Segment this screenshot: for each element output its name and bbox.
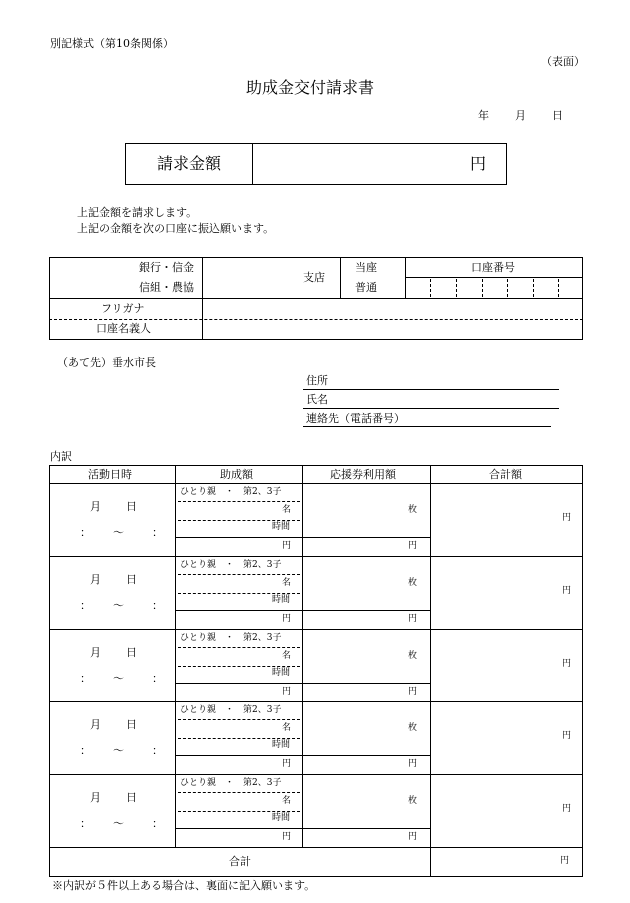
hours-unit: 時間 — [272, 740, 291, 750]
time-end-colon: ： — [152, 672, 163, 685]
time-range-tilde: ～ — [113, 744, 124, 757]
ticket-yen-unit: 円 — [408, 541, 418, 551]
time-end-colon: ： — [152, 526, 163, 539]
person-unit: 名 — [282, 796, 292, 806]
date-day: 日 — [126, 791, 137, 804]
row-total-unit: 円 — [562, 659, 572, 669]
address-label: 住所 — [306, 374, 328, 387]
name-line — [303, 408, 559, 409]
subsidy-yen-unit: 円 — [282, 759, 292, 769]
name-label: 氏名 — [306, 393, 328, 406]
hours-unit: 時間 — [272, 595, 291, 605]
time-start-colon: ： — [80, 599, 91, 612]
person-unit: 名 — [282, 578, 292, 588]
side-label: （表面） — [541, 55, 585, 68]
date-month: 月 — [90, 791, 101, 804]
addressee: （あて先）垂水市長 — [57, 356, 156, 369]
form-reference: 別記様式（第10条関係） — [50, 37, 174, 50]
bank-type-1: 銀行・信金 — [139, 261, 194, 274]
category-options: ひとり親 ・ 第2、3子 — [180, 705, 282, 715]
ticket-count-unit: 枚 — [408, 651, 418, 661]
time-range-tilde: ～ — [113, 817, 124, 830]
date-day: 日 — [126, 500, 137, 513]
branch-label: 支店 — [303, 271, 325, 284]
row-total-unit: 円 — [562, 513, 572, 523]
date-day: 日 — [126, 718, 137, 731]
date-day: 日 — [126, 646, 137, 659]
time-range-tilde: ～ — [113, 599, 124, 612]
bank-type-2: 信組・農協 — [139, 281, 194, 294]
subsidy-yen-unit: 円 — [282, 541, 292, 551]
row-total-unit: 円 — [562, 731, 572, 741]
time-end-colon: ： — [152, 599, 163, 612]
column-header-subsidy: 助成額 — [220, 468, 253, 481]
date-month: 月 — [90, 500, 101, 513]
contact-line — [303, 426, 551, 427]
statement-line-1: 上記金額を請求します。 — [77, 206, 198, 219]
category-options: ひとり親 ・ 第2、3子 — [180, 633, 282, 643]
date-day: 日 — [552, 109, 563, 122]
time-range-tilde: ～ — [113, 672, 124, 685]
account-holder-label: 口座名義人 — [96, 322, 151, 335]
ticket-yen-unit: 円 — [408, 832, 418, 842]
total-unit: 円 — [560, 856, 570, 866]
date-day: 日 — [126, 573, 137, 586]
ticket-count-unit: 枚 — [408, 796, 418, 806]
column-header-date: 活動日時 — [88, 468, 132, 481]
date-year: 年 — [478, 109, 489, 122]
hours-unit: 時間 — [272, 522, 291, 532]
time-range-tilde: ～ — [113, 526, 124, 539]
subsidy-yen-unit: 円 — [282, 614, 292, 624]
furigana-label: フリガナ — [101, 302, 145, 315]
contact-label: 連絡先（電話番号） — [306, 412, 405, 425]
category-options: ひとり親 ・ 第2、3子 — [180, 778, 282, 788]
subsidy-yen-unit: 円 — [282, 687, 292, 697]
time-end-colon: ： — [152, 744, 163, 757]
ticket-yen-unit: 円 — [408, 687, 418, 697]
time-start-colon: ： — [80, 526, 91, 539]
account-type-current: 当座 — [355, 261, 377, 274]
person-unit: 名 — [282, 505, 292, 515]
account-type-ordinary: 普通 — [355, 281, 377, 294]
hours-unit: 時間 — [272, 668, 291, 678]
footnote: ※内訳が５件以上ある場合は、裏面に記入願います。 — [52, 879, 316, 892]
time-start-colon: ： — [80, 744, 91, 757]
page-title: 助成金交付請求書 — [246, 78, 375, 97]
ticket-count-unit: 枚 — [408, 505, 418, 515]
subsidy-yen-unit: 円 — [282, 832, 292, 842]
time-start-colon: ： — [80, 672, 91, 685]
hours-unit: 時間 — [272, 813, 291, 823]
date-month: 月 — [90, 646, 101, 659]
amount-unit: 円 — [470, 154, 487, 173]
ticket-yen-unit: 円 — [408, 614, 418, 624]
time-start-colon: ： — [80, 817, 91, 830]
breakdown-heading: 内訳 — [50, 450, 72, 463]
ticket-count-unit: 枚 — [408, 723, 418, 733]
account-number-label: 口座番号 — [471, 261, 515, 274]
column-header-ticket: 応援券利用額 — [330, 468, 396, 481]
statement-line-2: 上記の金額を次の口座に振込願います。 — [77, 222, 275, 235]
person-unit: 名 — [282, 651, 292, 661]
ticket-yen-unit: 円 — [408, 759, 418, 769]
row-total-unit: 円 — [562, 804, 572, 814]
date-month: 月 — [90, 718, 101, 731]
row-total-unit: 円 — [562, 586, 572, 596]
category-options: ひとり親 ・ 第2、3子 — [180, 560, 282, 570]
person-unit: 名 — [282, 723, 292, 733]
column-header-total: 合計額 — [489, 468, 522, 481]
category-options: ひとり親 ・ 第2、3子 — [180, 487, 282, 497]
date-month: 月 — [515, 109, 526, 122]
ticket-count-unit: 枚 — [408, 578, 418, 588]
date-month: 月 — [90, 573, 101, 586]
address-line — [303, 389, 559, 390]
time-end-colon: ： — [152, 817, 163, 830]
total-label: 合計 — [229, 855, 251, 868]
amount-label: 請求金額 — [157, 154, 222, 173]
